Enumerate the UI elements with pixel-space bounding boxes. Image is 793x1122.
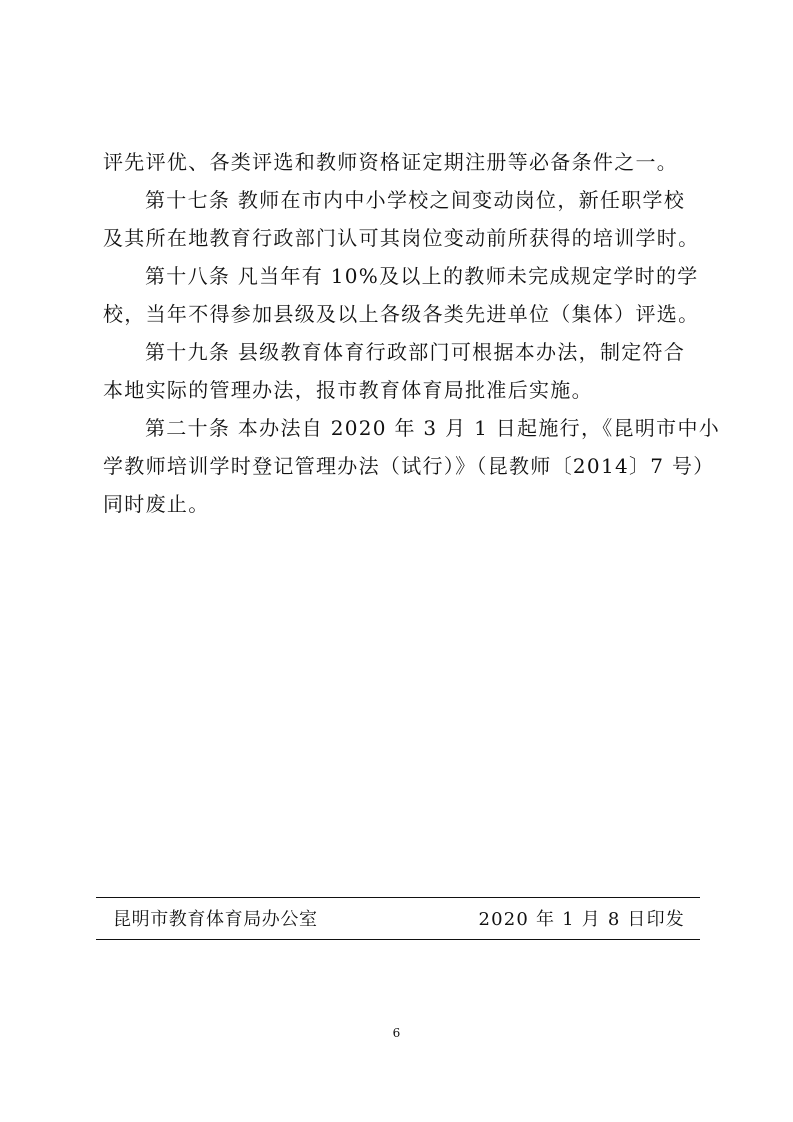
article-18-line-2: 校，当年不得参加县级及以上各级各类先进单位（集体）评选。 xyxy=(103,302,700,326)
article-19-line-1: 第十九条 县级教育体育行政部门可根据本办法，制定符合 xyxy=(145,340,686,364)
article-20-line-3: 同时废止。 xyxy=(103,492,210,516)
page-number: 6 xyxy=(392,1026,401,1040)
text-line-1: 评先评优、各类评选和教师资格证定期注册等必备条件之一。 xyxy=(103,150,679,174)
article-20-line-1: 第二十条 本办法自 2020 年 3 月 1 日起施行，《昆明市中小 xyxy=(145,416,721,440)
article-17-line-1: 第十七条 教师在市内中小学校之间变动岗位，新任职学校 xyxy=(145,188,686,212)
article-17-line-2: 及其所在地教育行政部门认可其岗位变动前所获得的培训学时。 xyxy=(103,226,700,250)
footer-date: 2020 年 1 月 8 日印发 xyxy=(478,909,685,930)
article-18-line-1: 第十八条 凡当年有 10%及以上的教师未完成规定学时的学 xyxy=(145,264,699,288)
article-20-line-2: 学教师培训学时登记管理办法（试行）》（昆教师〔2014〕7 号） xyxy=(103,454,715,478)
article-19-line-2: 本地实际的管理办法，报市教育体育局批准后实施。 xyxy=(103,378,593,402)
footer-top-rule xyxy=(96,897,700,898)
footer-issuer: 昆明市教育体育局办公室 xyxy=(113,909,318,930)
footer-bottom-rule xyxy=(96,939,700,940)
